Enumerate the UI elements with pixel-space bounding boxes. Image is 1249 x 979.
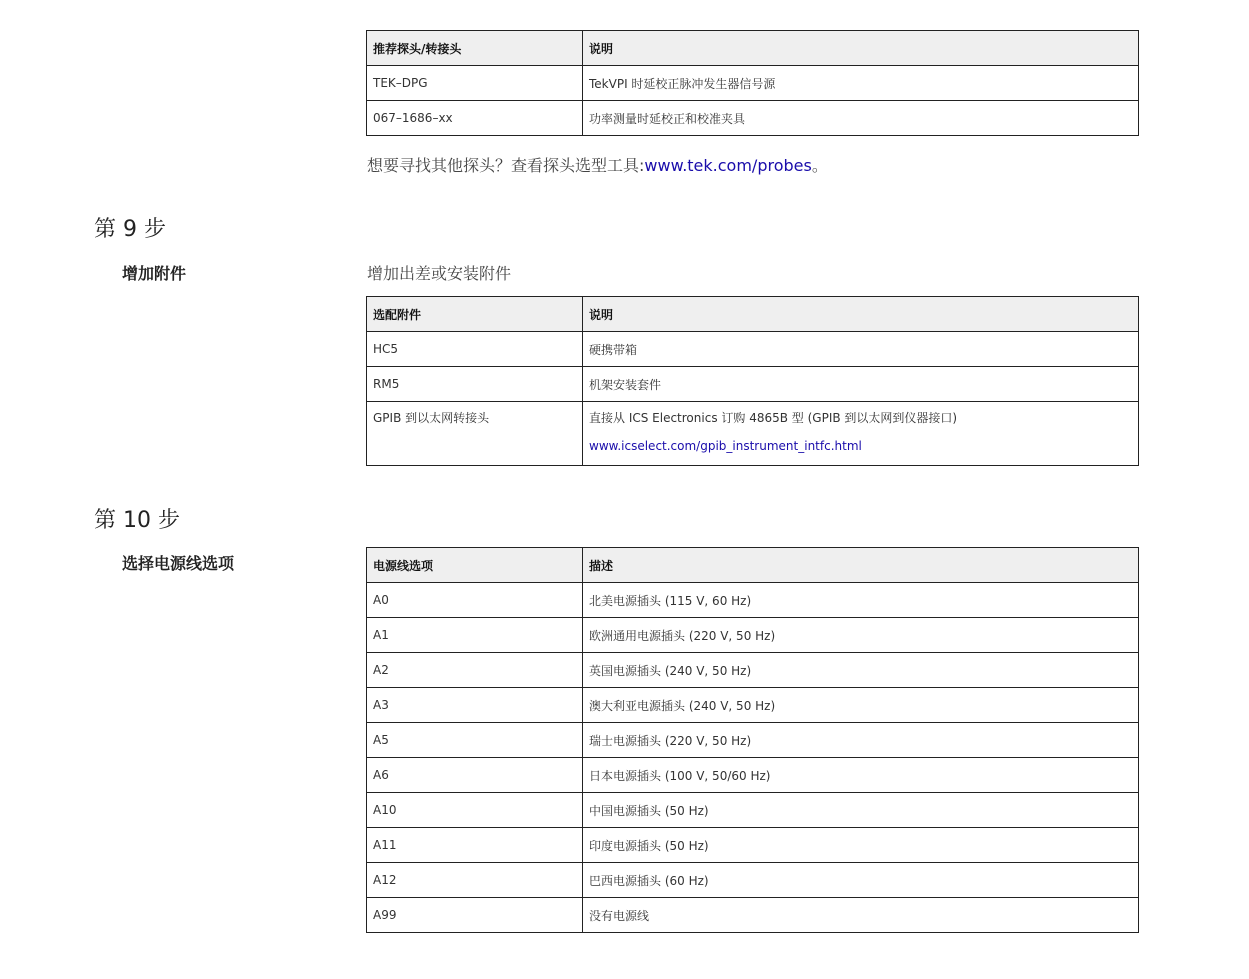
table-row [367,898,1139,933]
step10-title: 第 10 步 [94,508,180,533]
table-row [367,332,1139,367]
table-header-row [367,548,1139,583]
column-header: 电源线选项 [367,548,583,583]
table-cell: 没有电源线 [583,898,1139,933]
step10-subtitle: 选择电源线选项 [122,554,235,573]
table-cell: 机架安装套件 [583,367,1139,402]
table-row [367,618,1139,653]
column-header: 描述 [583,548,1139,583]
probe-note [367,153,828,176]
table-cell: 中国电源插头 (50 Hz) [583,793,1139,828]
table-cell: A10 [367,793,583,828]
table-cell: 瑞士电源插头 (220 V, 50 Hz) [583,723,1139,758]
table-cell: 北美电源插头 (115 V, 60 Hz) [583,583,1139,618]
table-cell: 印度电源插头 (50 Hz) [583,828,1139,863]
table-row [367,66,1139,101]
table-row [367,758,1139,793]
table-cell: 欧洲通用电源插头 (220 V, 50 Hz) [583,618,1139,653]
probe-note-suffix: 。 [811,156,828,175]
table-cell: A2 [367,653,583,688]
table-cell: TEK–DPG [367,66,583,101]
table-row [367,367,1139,402]
table-row [367,688,1139,723]
table-row [367,653,1139,688]
step9-intro: 增加出差或安装附件 [367,264,512,283]
table-header-row [367,297,1139,332]
table-row [367,723,1139,758]
table-row [367,583,1139,618]
column-header: 选配附件 [367,297,583,332]
table-row [367,828,1139,863]
table-cell: A3 [367,688,583,723]
table-cell: A12 [367,863,583,898]
power-cord-table [366,547,1139,933]
table-cell: A99 [367,898,583,933]
column-header: 说明 [583,31,1139,66]
table-cell: 功率测量时延校正和校准夹具 [583,101,1139,136]
table-cell: RM5 [367,367,583,402]
table-row [367,863,1139,898]
table-cell: 英国电源插头 (240 V, 50 Hz) [583,653,1139,688]
table-cell: 067–1686–xx [367,101,583,136]
probe-table [366,30,1139,136]
table-cell: 澳大利亚电源插头 (240 V, 50 Hz) [583,688,1139,723]
table-cell: A5 [367,723,583,758]
table-row [367,101,1139,136]
step9-title: 第 9 步 [94,217,166,242]
table-cell: 日本电源插头 (100 V, 50/60 Hz) [583,758,1139,793]
table-cell: A1 [367,618,583,653]
table-row [367,793,1139,828]
table-cell: 硬携带箱 [583,332,1139,367]
table-cell: HC5 [367,332,583,367]
column-header: 说明 [583,297,1139,332]
table-row [367,402,1139,466]
step9-subtitle: 增加附件 [122,264,187,283]
accessory-table [366,296,1139,466]
gpib-description: 直接从 ICS Electronics 订购 4865B 型 (GPIB 到以太网到仪器接口) [589,411,958,425]
column-header: 推荐探头/转接头 [367,31,583,66]
probes-link[interactable]: www.tek.com/probes [644,156,812,175]
probe-note-text: 想要寻找其他探头？查看探头选型工具: [367,156,645,175]
table-cell: GPIB 到以太网转接头 [367,402,583,466]
table-cell: TekVPI 时延校正脉冲发生器信号源 [583,66,1139,101]
table-header-row [367,31,1139,66]
table-cell: A0 [367,583,583,618]
table-cell: A11 [367,828,583,863]
icselect-link[interactable]: www.icselect.com/gpib_instrument_intfc.html [589,439,862,453]
table-cell: A6 [367,758,583,793]
table-cell: 巴西电源插头 (60 Hz) [583,863,1139,898]
table-cell-gpib [583,402,1139,466]
